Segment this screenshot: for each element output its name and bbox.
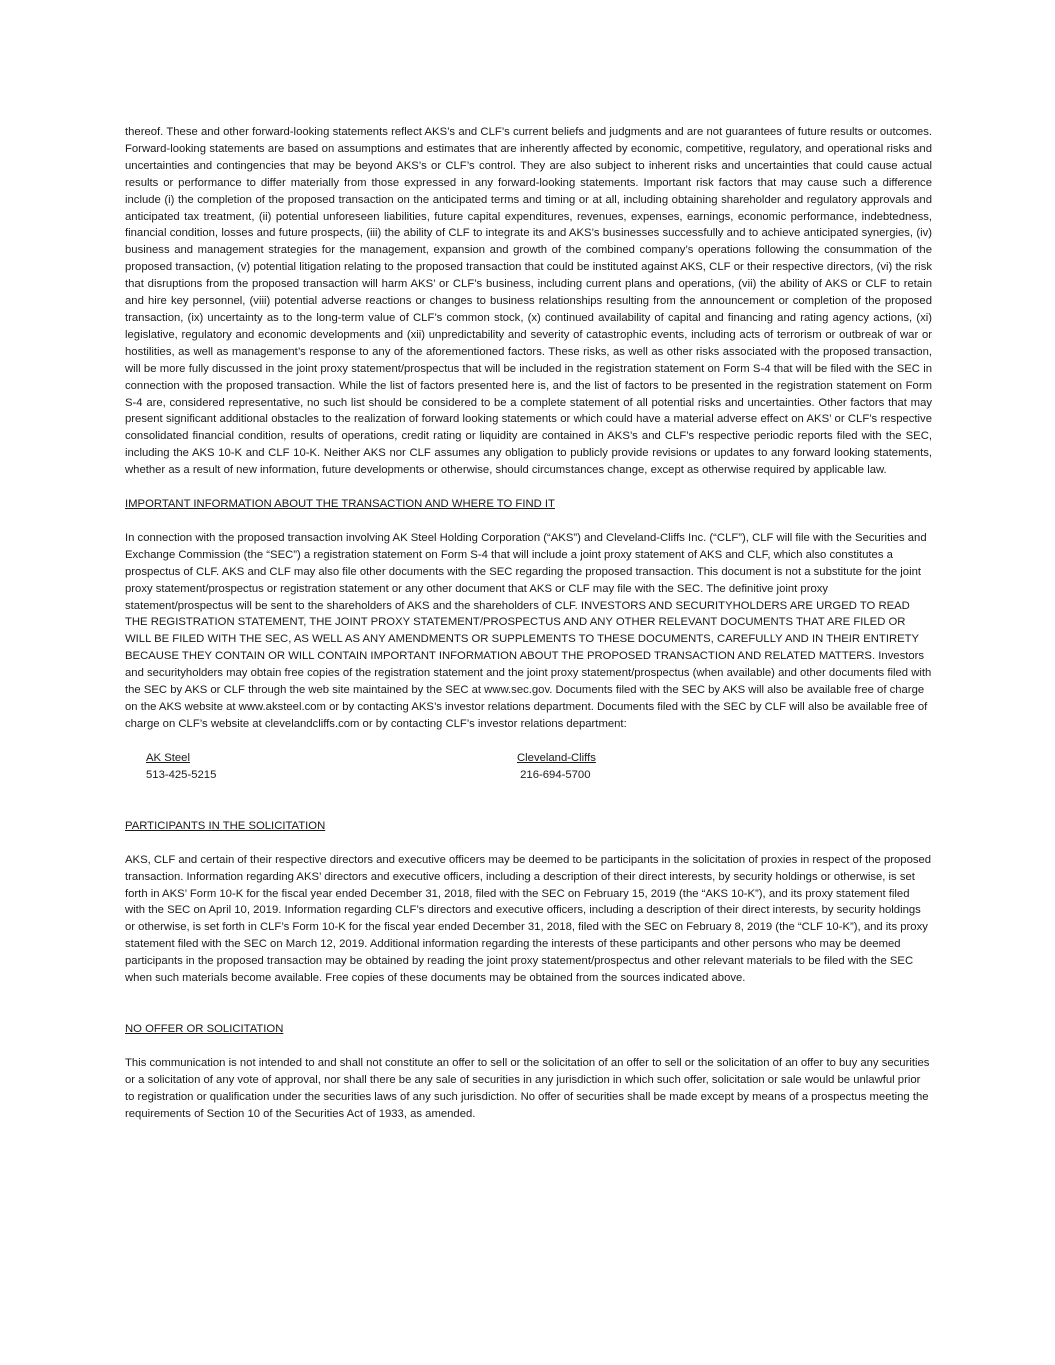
spacer bbox=[125, 733, 932, 750]
no-offer-heading: NO OFFER OR SOLICITATION bbox=[125, 1022, 284, 1035]
participants-heading: PARTICIPANTS IN THE SOLICITATION bbox=[125, 819, 326, 832]
participants-paragraph: AKS, CLF and certain of their respective directors and executive officers may be deemed to be participants in the solicitation of proxies in respect of the proposed transaction. Information regarding AKS’ directors and executive officers, including a description of their direct interests, by security holdings or otherwise, is set forth in AKS’ Form 10-K for the fiscal year ended December 31, 2018, filed with the SEC on February 15, 2019 (the “AKS 10-K”), and its proxy statement filed with the SEC on April 10, 2019. Information regarding CLF’s directors and executive officers, including a description of their direct interests, by security holdings or otherwise, is set forth in CLF’s Form 10-K for the fiscal year ended December 31, 2018, filed with the SEC on February 8, 2019 (the “CLF 10-K”), and its proxy statement filed with the SEC on March 12, 2019. Additional information regarding the interests of these participants and other persons who may be deemed participants in the proposed transaction may be obtained by reading the joint proxy statement/prospectus and other relevant materials to be filed with the SEC when such materials become available. Free copies of these documents may be obtained from the sources indicated above. bbox=[125, 853, 932, 985]
spacer bbox=[125, 1038, 932, 1055]
contact-phone: 513-425-5215 bbox=[146, 768, 217, 781]
spacer bbox=[125, 835, 932, 852]
important-information-heading: IMPORTANT INFORMATION ABOUT THE TRANSACTION AND WHERE TO FIND IT bbox=[125, 498, 555, 511]
spacer bbox=[125, 513, 932, 530]
spacer bbox=[125, 784, 932, 818]
investor-contacts bbox=[146, 750, 932, 784]
contact-name: Cleveland-Cliffs bbox=[517, 751, 596, 764]
spacer bbox=[125, 479, 932, 496]
contact-name: AK Steel bbox=[146, 751, 190, 764]
no-offer-paragraph: This communication is not intended to and shall not constitute an offer to sell or the solicitation of an offer to sell or the solicitation of an offer to buy any securities or a solicitation of any vote of approval, nor shall there be any sale of securities in any jurisdiction in which such offer, solicitation or sale would be unlawful prior to registration or qualification under the securities laws of any such jurisdiction. No offer of securities shall be made except by means of a prospectus meeting the requirements of Section 10 of the Securities Act of 1933, as amended. bbox=[125, 1056, 930, 1120]
forward-looking-statements-paragraph: thereof. These and other forward-looking statements reflect AKS’s and CLF’s current beliefs and judgments and are not guarantees of future results or outcomes. Forward-looking statements are based on assumptions and estimates that are inherently affected by economic, competitive, regulatory, and operational risks and uncertainties and contingencies that may be beyond AKS’s or CLF’s control. They are also subject to inherent risks and uncertainties that could cause actual results or performance to differ materially from those expressed in any forward-looking statements. Important risk factors that may cause such a difference include (i) the completion of the proposed transaction on the anticipated terms and timing or at all, including obtaining shareholder and regulatory approvals and anticipated tax treatment, (ii) potential unforeseen liabilities, future capital expenditures, revenues, expenses, earnings, economic performance, indebtedness, financial condition, losses and future prospects, (iii) the ability of CLF to integrate its and AKS’s businesses successfully and to achieve anticipated synergies, (iv) business and management strategies for the management, expansion and growth of the combined company’s operations following the consummation of the proposed transaction, (v) potential litigation relating to the proposed transaction that could be instituted against AKS, CLF or their respective directors, (vi) the risk that disruptions from the proposed transaction will harm AKS’ or CLF’s business, including current plans and operations, (vii) the ability of AKS or CLF to retain and hire key personnel, (viii) potential adverse reactions or changes to business relationships resulting from the announcement or completion of the proposed transaction, (ix) uncertainty as to the long-term value of CLF’s common stock, (x) continued availability of capital and financing and rating agency actions, (xi) legislative, regulatory and economic developments and (xii) unpredictability and severity of catastrophic events, including acts of terrorism or outbreak of war or hostilities, as well as management’s response to any of the aforementioned factors. These risks, as well as other risks associated with the proposed transaction, will be more fully discussed in the joint proxy statement/prospectus that will be included in the registration statement on Form S-4 that will be filed with the SEC in connection with the proposed transaction. While the list of factors presented here is, and the list of factors to be presented in the registration statement on Form S-4 are, considered representative, no such list should be considered to be a complete statement of all potential risks and uncertainties. Other factors that may present significant additional obstacles to the realization of forward looking statements or which could have a material adverse effect on AKS’ or CLF’s respective consolidated financial condition, results of operations, credit rating or liquidity are contained in AKS’s and CLF’s respective periodic reports filed with the SEC, including the AKS 10-K and CLF 10-K. Neither AKS nor CLF assumes any obligation to publicly provide revisions or updates to any forward looking statements, whether as a result of new information, future developments or otherwise, should circumstances change, except as otherwise required by applicable law. bbox=[125, 126, 932, 477]
contact-ak-steel bbox=[146, 750, 216, 784]
contact-phone: 216-694-5700 bbox=[517, 768, 591, 781]
contact-cleveland-cliffs bbox=[517, 750, 596, 784]
spacer bbox=[125, 987, 932, 1021]
document-page bbox=[125, 124, 932, 1123]
important-information-paragraph: In connection with the proposed transaction involving AK Steel Holding Corporation (“AKS”) and Cleveland-Cliffs Inc. (“CLF”), CLF will file with the Securities and Exchange Commission (the “SEC”) a registration statement on Form S-4 that will include a joint proxy statement of AKS and CLF, which also constitutes a prospectus of CLF. AKS and CLF may also file other documents with the SEC regarding the proposed transaction. This document is not a substitute for the joint proxy statement/prospectus or registration statement or any other document that AKS or CLF may file with the SEC. The definitive joint proxy statement/prospectus will be sent to the shareholders of AKS and the shareholders of CLF. INVESTORS AND SECURITYHOLDERS ARE URGED TO READ THE REGISTRATION STATEMENT, THE JOINT PROXY STATEMENT/PROSPECTUS AND ANY OTHER RELEVANT DOCUMENTS THAT ARE FILED OR WILL BE FILED WITH THE SEC, AS WELL AS ANY AMENDMENTS OR SUPPLEMENTS TO THESE DOCUMENTS, CAREFULLY AND IN THEIR ENTIRETY BECAUSE THEY CONTAIN OR WILL CONTAIN IMPORTANT INFORMATION ABOUT THE PROPOSED TRANSACTION AND RELATED MATTERS. Investors and securityholders may obtain free copies of the registration statement and the joint proxy statement/prospectus (when available) and other documents filed with the SEC by AKS or CLF through the web site maintained by the SEC at www.sec.gov. Documents filed with the SEC by AKS will also be available free of charge on the AKS website at www.aksteel.com or by contacting AKS’s investor relations department. Documents filed with the SEC by CLF will also be available free of charge on CLF’s website at clevelandcliffs.com or by contacting CLF’s investor relations department: bbox=[125, 531, 932, 730]
